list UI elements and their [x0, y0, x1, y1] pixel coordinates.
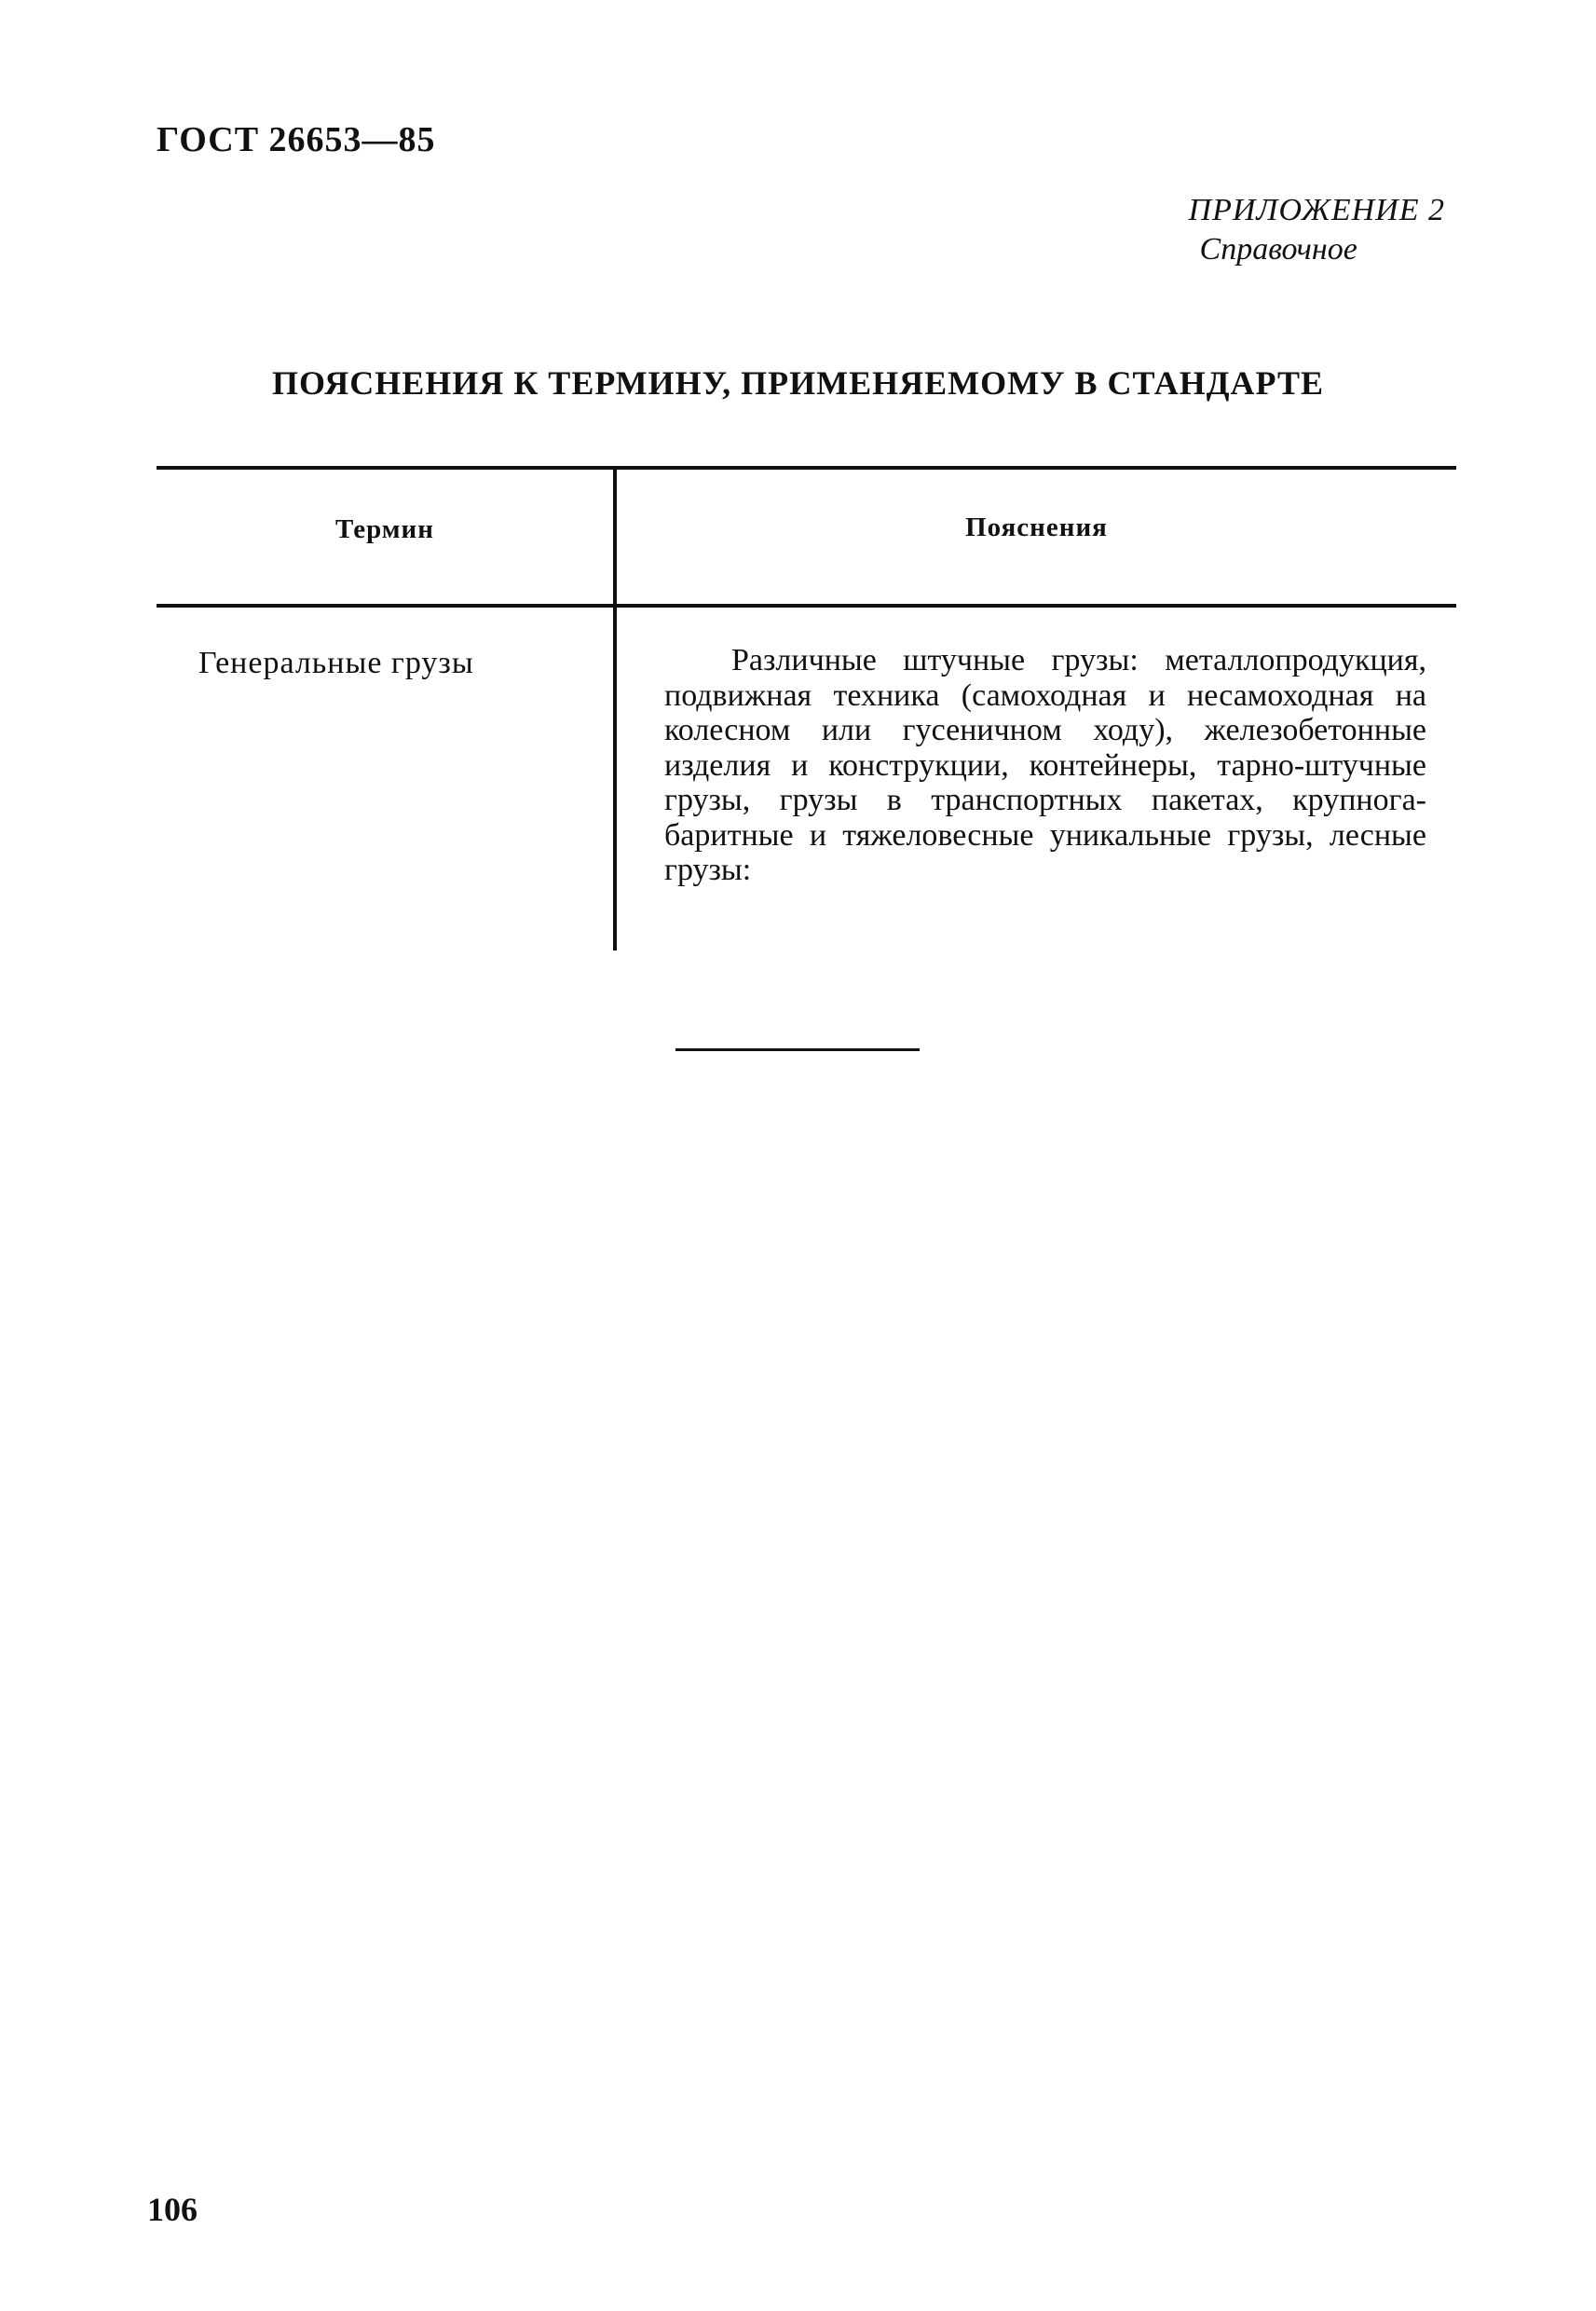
page-number: 106	[147, 2191, 198, 2228]
explanation-cell: Различные штучные грузы: металлопродукция, подвижная техника (самоходная и несамоходная на колесном или гусеничном ходу), железобетонные изделия и конструкции, контейнеры, тарно-штучные грузы, грузы в транспортных пакетах, крупногабаритные и тяжеловесные уникальные грузы, лесные грузы:	[664, 643, 1426, 887]
table-header-rule	[157, 604, 1456, 608]
document-code: ГОСТ 26653—85	[157, 120, 436, 159]
section-title: ПОЯСНЕНИЯ К ТЕРМИНУ, ПРИМЕНЯЕМОМУ В СТАНДАРТЕ	[271, 364, 1324, 402]
appendix-label	[1189, 191, 1445, 269]
table-top-rule	[157, 466, 1456, 470]
column-header-term: Термин	[335, 514, 434, 544]
end-rule	[675, 1048, 920, 1051]
appendix-number: ПРИЛОЖЕНИЕ 2	[1188, 193, 1445, 227]
term-cell: Генеральные грузы	[198, 646, 474, 680]
appendix-kind: Справочное	[1199, 232, 1357, 267]
column-header-explanation: Пояснения	[965, 513, 1108, 542]
table-column-divider	[613, 466, 617, 950]
